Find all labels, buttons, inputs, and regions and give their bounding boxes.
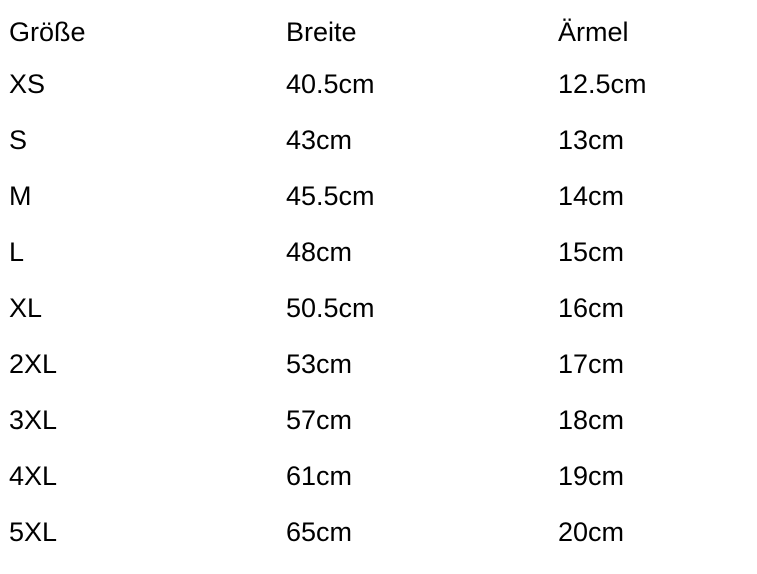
cell-size-value: XS xyxy=(9,68,46,99)
cell-width-value: 50.5cm xyxy=(286,292,375,323)
cell-width xyxy=(281,504,548,560)
table-row xyxy=(0,336,757,392)
cell-size-value: L xyxy=(9,236,25,267)
column-header-sleeve xyxy=(548,0,757,56)
cell-size xyxy=(0,168,281,224)
cell-sleeve-value: 13cm xyxy=(558,124,625,155)
cell-sleeve-value: 20cm xyxy=(558,516,625,547)
cell-width xyxy=(281,112,548,168)
cell-width xyxy=(281,168,548,224)
cell-sleeve-value: 14cm xyxy=(558,180,625,211)
table-row xyxy=(0,168,757,224)
cell-width xyxy=(281,448,548,504)
cell-size xyxy=(0,448,281,504)
cell-sleeve-value: 19cm xyxy=(558,460,625,491)
cell-width-value: 45.5cm xyxy=(286,180,375,211)
cell-sleeve xyxy=(548,168,757,224)
cell-size-value: 2XL xyxy=(9,348,58,379)
table-header xyxy=(0,0,757,56)
cell-sleeve-value: 16cm xyxy=(558,292,625,323)
cell-width xyxy=(281,56,548,112)
column-header-width-label: Breite xyxy=(286,16,357,47)
cell-size xyxy=(0,504,281,560)
cell-width xyxy=(281,280,548,336)
cell-width-value: 48cm xyxy=(286,236,353,267)
column-header-size-label: Größe xyxy=(9,16,86,47)
cell-width-value: 65cm xyxy=(286,516,353,547)
table-row xyxy=(0,448,757,504)
table-body xyxy=(0,56,757,560)
cell-width xyxy=(281,336,548,392)
cell-width-value: 40.5cm xyxy=(286,68,375,99)
cell-width-value: 61cm xyxy=(286,460,353,491)
table-row xyxy=(0,224,757,280)
cell-size-value: XL xyxy=(9,292,43,323)
table-row xyxy=(0,280,757,336)
table-row xyxy=(0,392,757,448)
cell-sleeve xyxy=(548,56,757,112)
cell-size xyxy=(0,224,281,280)
cell-sleeve-value: 17cm xyxy=(558,348,625,379)
column-header-sleeve-label: Ärmel xyxy=(558,16,629,47)
cell-sleeve-value: 12.5cm xyxy=(558,68,647,99)
cell-size xyxy=(0,336,281,392)
cell-width-value: 57cm xyxy=(286,404,353,435)
cell-size xyxy=(0,56,281,112)
cell-sleeve xyxy=(548,280,757,336)
cell-sleeve xyxy=(548,224,757,280)
table-row xyxy=(0,56,757,112)
table-row xyxy=(0,504,757,560)
cell-size-value: 5XL xyxy=(9,516,58,547)
cell-sleeve-value: 18cm xyxy=(558,404,625,435)
cell-sleeve xyxy=(548,448,757,504)
cell-width xyxy=(281,224,548,280)
cell-sleeve xyxy=(548,336,757,392)
cell-size-value: S xyxy=(9,124,28,155)
cell-width xyxy=(281,392,548,448)
cell-sleeve-value: 15cm xyxy=(558,236,625,267)
cell-width-value: 43cm xyxy=(286,124,353,155)
cell-size-value: M xyxy=(9,180,32,211)
column-header-size xyxy=(0,0,281,56)
cell-size-value: 4XL xyxy=(9,460,58,491)
cell-sleeve xyxy=(548,112,757,168)
table-header-row xyxy=(0,0,757,56)
cell-size-value: 3XL xyxy=(9,404,58,435)
cell-sleeve xyxy=(548,504,757,560)
cell-size xyxy=(0,280,281,336)
cell-size xyxy=(0,392,281,448)
cell-width-value: 53cm xyxy=(286,348,353,379)
cell-sleeve xyxy=(548,392,757,448)
table-row xyxy=(0,112,757,168)
column-header-width xyxy=(281,0,548,56)
cell-size xyxy=(0,112,281,168)
